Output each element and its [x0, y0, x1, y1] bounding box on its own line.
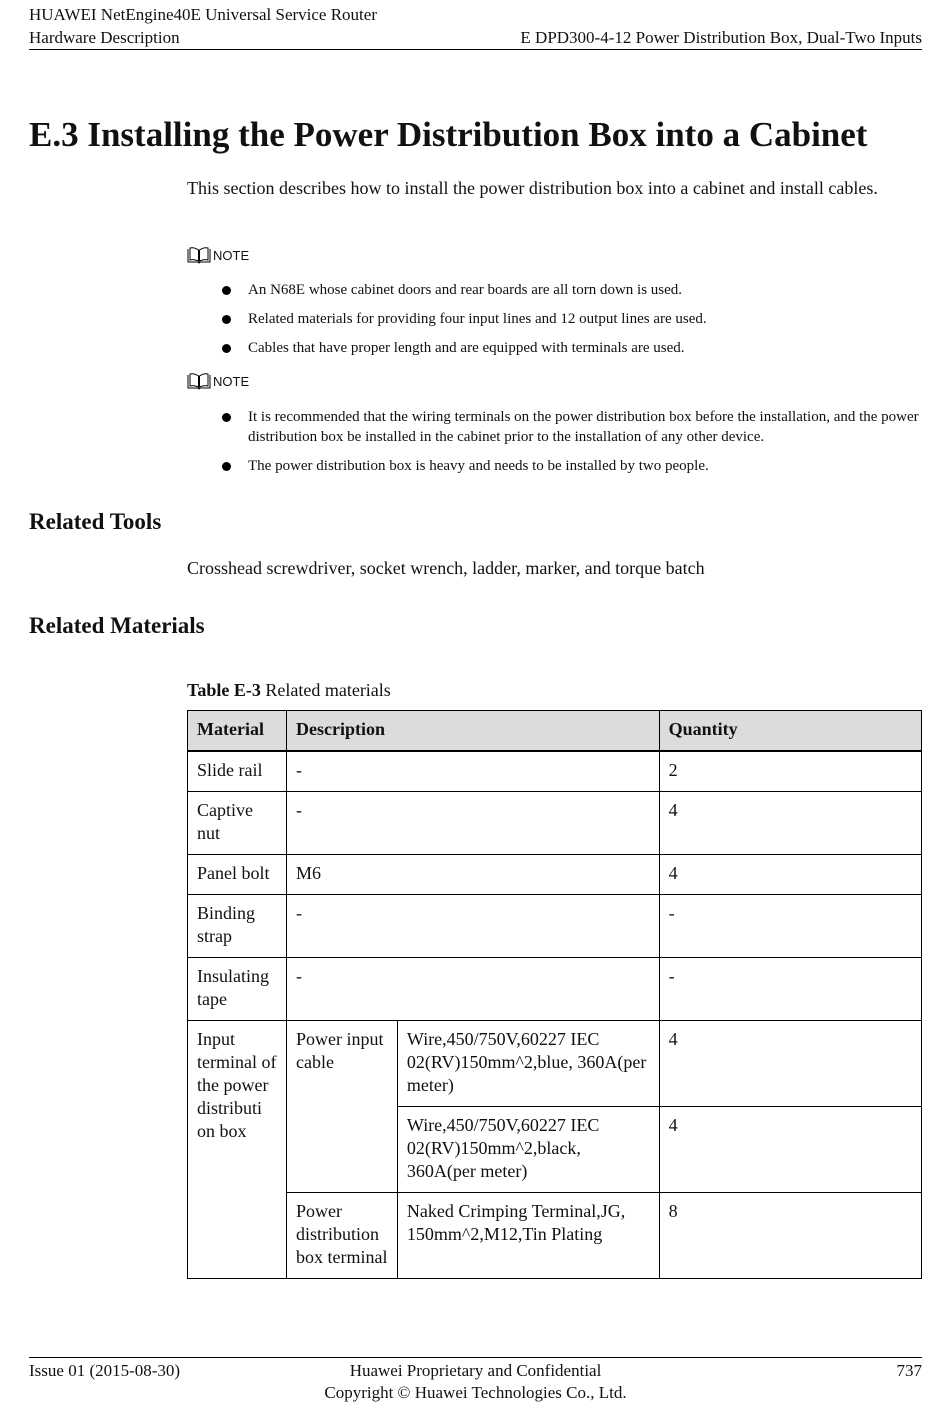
header-doc: Hardware Description	[29, 28, 180, 47]
header-cell: Material	[188, 711, 287, 752]
note-list-2	[222, 407, 922, 485]
quantity-cell: 4	[659, 792, 921, 855]
list-item: The power distribution box is heavy and needs to be installed by two people.	[222, 456, 922, 476]
header-cell: Quantity	[659, 711, 921, 752]
subcategory-cell: Power distribution box terminal	[286, 1193, 397, 1279]
book-icon	[187, 247, 211, 264]
header-cell: Description	[286, 711, 659, 752]
list-item: Cables that have proper length and are equipped with terminals are used.	[222, 338, 922, 358]
subcategory-cell: Power input cable	[286, 1021, 397, 1193]
description-cell: M6	[286, 855, 659, 895]
material-cell: Captive nut	[188, 792, 287, 855]
page-header	[29, 4, 922, 50]
table-row	[188, 1021, 922, 1107]
note-block-2	[187, 372, 249, 390]
quantity-cell: 4	[659, 855, 921, 895]
materials-heading: Related Materials	[29, 613, 205, 638]
table-row	[188, 855, 922, 895]
footer-confidential: Huawei Proprietary and Confidential	[349, 1361, 602, 1380]
description-cell: Wire,450/750V,60227 IEC 02(RV)150mm^2,black, 360A(per meter)	[397, 1107, 659, 1193]
material-cell: Input terminal of the power distributi on box	[188, 1021, 287, 1279]
table-row	[188, 958, 922, 1021]
table-caption-text: Related materials	[260, 680, 391, 700]
description-cell: -	[286, 895, 659, 958]
header-chapter: E DPD300-4-12 Power Distribution Box, Dual-Two Inputs	[520, 28, 922, 47]
list-item: Related materials for providing four input lines and 12 output lines are used.	[222, 309, 922, 329]
quantity-cell: 8	[659, 1193, 921, 1279]
note-label: NOTE	[213, 373, 250, 389]
table-row	[188, 792, 922, 855]
description-cell: -	[286, 751, 659, 792]
tools-heading: Related Tools	[29, 509, 162, 534]
table-header-row	[188, 711, 922, 752]
footer-page-number: 737	[896, 1361, 922, 1380]
note-block-1	[187, 246, 249, 264]
note-list-1	[222, 280, 922, 367]
table-row	[188, 1193, 922, 1279]
footer-copyright: Copyright © Huawei Technologies Co., Ltd.	[324, 1383, 627, 1402]
header-product: HUAWEI NetEngine40E Universal Service Router	[29, 5, 377, 24]
table-row	[188, 895, 922, 958]
material-cell: Insulating tape	[188, 958, 287, 1021]
material-cell: Slide rail	[188, 751, 287, 792]
materials-table	[187, 710, 922, 1279]
quantity-cell: -	[659, 958, 921, 1021]
footer-issue: Issue 01 (2015-08-30)	[29, 1361, 181, 1380]
material-cell: Panel bolt	[188, 855, 287, 895]
table-caption-number: Table E-3	[187, 680, 261, 700]
table-caption	[187, 678, 391, 702]
tools-text: Crosshead screwdriver, socket wrench, ladder, marker, and torque batch	[187, 558, 705, 578]
quantity-cell: 4	[659, 1021, 921, 1107]
material-cell: Binding strap	[188, 895, 287, 958]
description-cell: Naked Crimping Terminal,JG, 150mm^2,M12,Tin Plating	[397, 1193, 659, 1279]
quantity-cell: -	[659, 895, 921, 958]
note-label: NOTE	[213, 247, 250, 263]
list-item: An N68E whose cabinet doors and rear boards are all torn down is used.	[222, 280, 922, 300]
page-footer	[29, 1357, 922, 1402]
description-cell: -	[286, 792, 659, 855]
list-item: It is recommended that the wiring terminals on the power distribution box before the installation, and the power distribution box be installed in the cabinet prior to the installation of any other device.	[222, 407, 922, 447]
intro-paragraph: This section describes how to install the power distribution box into a cabinet and install cables.	[187, 178, 878, 198]
page-title: E.3 Installing the Power Distribution Box into a Cabinet	[29, 115, 868, 154]
book-icon	[187, 373, 211, 390]
quantity-cell: 4	[659, 1107, 921, 1193]
description-cell: Wire,450/750V,60227 IEC 02(RV)150mm^2,blue, 360A(per meter)	[397, 1021, 659, 1107]
description-cell: -	[286, 958, 659, 1021]
quantity-cell: 2	[659, 751, 921, 792]
table-row	[188, 751, 922, 792]
